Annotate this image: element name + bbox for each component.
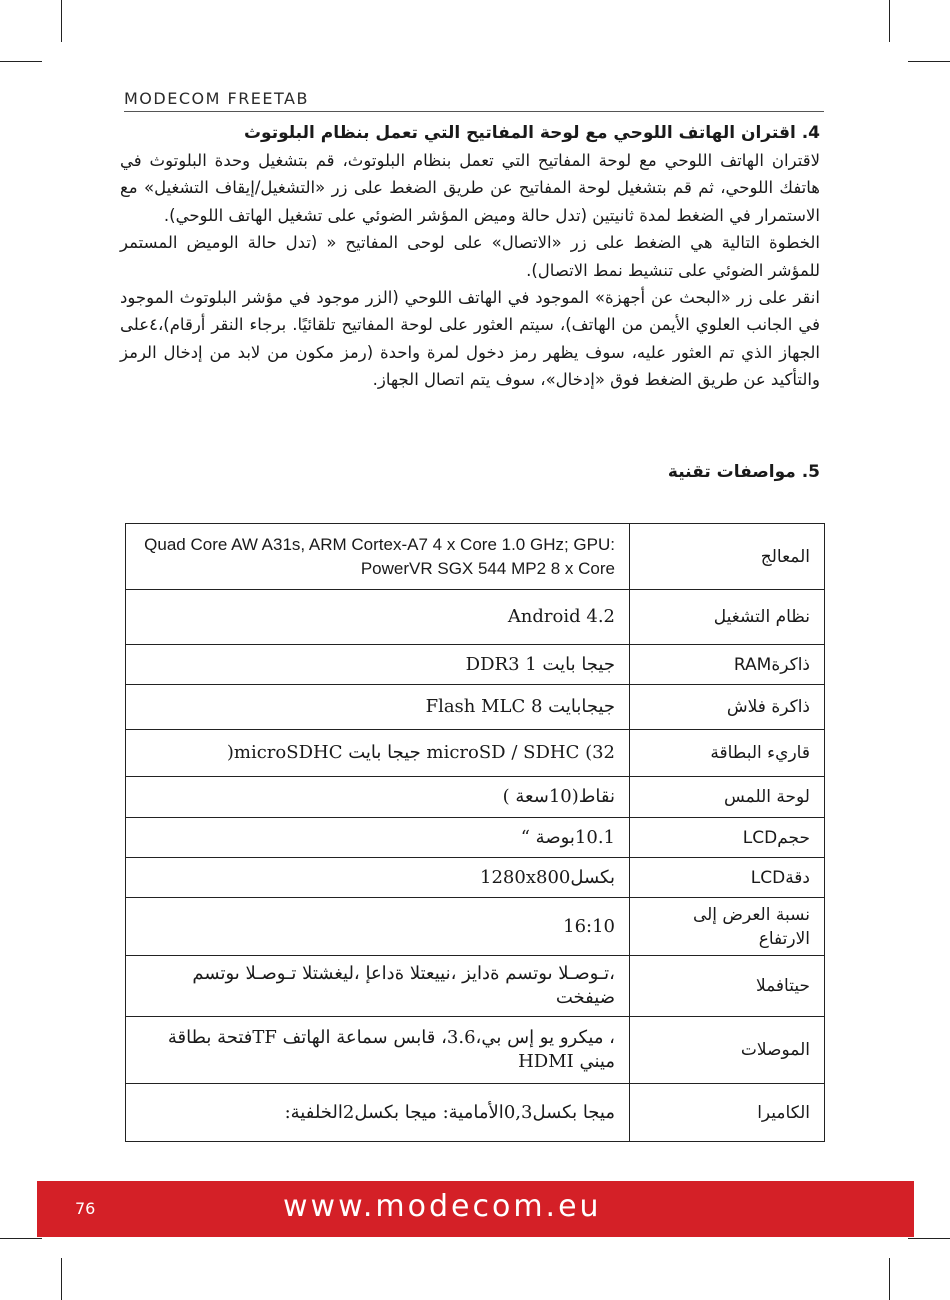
crop-mark	[908, 61, 950, 62]
spec-value: Quad Core AW A31s, ARM Cortex-A7 4 x Core 1.0 GHz; GPU: PowerVR SGX 544 MP2 8 x Core	[126, 524, 630, 590]
spec-label: الكاميرا	[630, 1084, 825, 1142]
crop-mark	[889, 0, 890, 42]
table-row	[126, 1084, 825, 1142]
spec-table	[125, 523, 825, 1142]
running-header: MODECOM FREETAB	[124, 89, 309, 108]
paragraph: لاقتران الهاتف اللوحي مع لوحة المفاتيح التي تعمل بنظام البلوتوث، قم بتشغيل وحدة البلوتوث في هاتفك اللوحي، ثم قم بتشغيل لوحة المفاتيح عن طريق الضغط على زر «التشغيل/إيقاف التشغيل» مع الاستمرار في الضغط لمدة ثانيتين (تدل حالة وميض المؤشر الضوئي على تشغيل الهاتف اللوحي).	[120, 151, 820, 225]
table-row	[126, 1017, 825, 1084]
spec-value: نقاط(10سعة )	[126, 777, 630, 818]
table-row	[126, 898, 825, 956]
crop-mark	[61, 0, 62, 42]
table-row	[126, 858, 825, 898]
spec-label: لوحة اللمس	[630, 777, 825, 818]
spec-label: حجمLCD	[630, 818, 825, 858]
spec-value: بكسل1280x800	[126, 858, 630, 898]
crop-mark	[61, 1258, 62, 1300]
footer-url[interactable]: www.modecom.eu	[283, 1189, 602, 1224]
crop-mark	[0, 61, 42, 62]
table-row	[126, 777, 825, 818]
table-row	[126, 524, 825, 590]
spec-value: 10.1بوصة “	[126, 818, 630, 858]
spec-value: جيجابايت Flash MLC 8	[126, 685, 630, 730]
table-row	[126, 685, 825, 730]
spec-value: ،تـوصـلا ىوتسم ةدايز ،نييعتلا ةداعإ ،ليغشتلا تـوصـلا ىوتسم ضيفخت	[126, 956, 630, 1017]
spec-label: نظام التشغيل	[630, 590, 825, 645]
spec-label: الموصلات	[630, 1017, 825, 1084]
paragraph: انقر على زر «البحث عن أجهزة» الموجود في الهاتف اللوحي (الزر موجود في مؤشر البلوتوث الموجود في الجانب العلوي الأيمن من الهاتف)، سيتم العثور على لوحة المفاتيح تلقائيًا. برجاء النقر أرقام)،٤على الجهاز الذي تم العثور عليه، سوف يظهر رمز دخول لمرة واحدة (رمز مكون من لابد من إدخال الرمز والتأكيد عن طريق الضغط فوق «إدخال»، سوف يتم اتصال الجهاز.	[120, 288, 820, 390]
table-row	[126, 818, 825, 858]
spec-label: ذاكرةRAM	[630, 645, 825, 685]
spec-label: ذاكرة فلاش	[630, 685, 825, 730]
spec-value: ، ميكرو يو إس بي،3.6، قابس سماعة الهاتف TFفتحة بطاقة ميني HDMI	[126, 1017, 630, 1084]
spec-value: 16:10	[126, 898, 630, 956]
spec-label: قاريء البطاقة	[630, 730, 825, 777]
table-row	[126, 956, 825, 1017]
section-4-body	[120, 147, 820, 394]
section-4-title: 4. اقتران الهاتف اللوحي مع لوحة المفاتيح التي تعمل بنظام البلوتوث	[243, 123, 820, 143]
table-row	[126, 645, 825, 685]
paragraph: الخطوة التالية هي الضغط على زر «الاتصال» على لوحى المفاتيح « (تدل حالة الوميض المستمر للمؤشر الضوئي على تنشيط نمط الاتصال).	[120, 233, 820, 280]
section-5-title: 5. مواصفات تقنية	[667, 462, 820, 482]
header-rule	[124, 111, 824, 112]
spec-label: المعالج	[630, 524, 825, 590]
spec-value: جيجا بايت DDR3 1	[126, 645, 630, 685]
crop-mark	[0, 1238, 42, 1239]
spec-value: ميجا بكسل0,3الأمامية: ميجا بكسل2الخلفية:	[126, 1084, 630, 1142]
spec-label: دقةLCD	[630, 858, 825, 898]
crop-mark	[889, 1258, 890, 1300]
crop-mark	[908, 1238, 950, 1239]
spec-label: نسبة العرض إلى الارتفاع	[630, 898, 825, 956]
table-row	[126, 730, 825, 777]
spec-value: Android 4.2	[126, 590, 630, 645]
footer-bar	[37, 1181, 914, 1237]
page-number: 76	[75, 1199, 96, 1218]
spec-label: حيتافملا	[630, 956, 825, 1017]
table-row	[126, 590, 825, 645]
spec-value: microSD / SDHC (32 جيجا بايت microSDHC(	[126, 730, 630, 777]
